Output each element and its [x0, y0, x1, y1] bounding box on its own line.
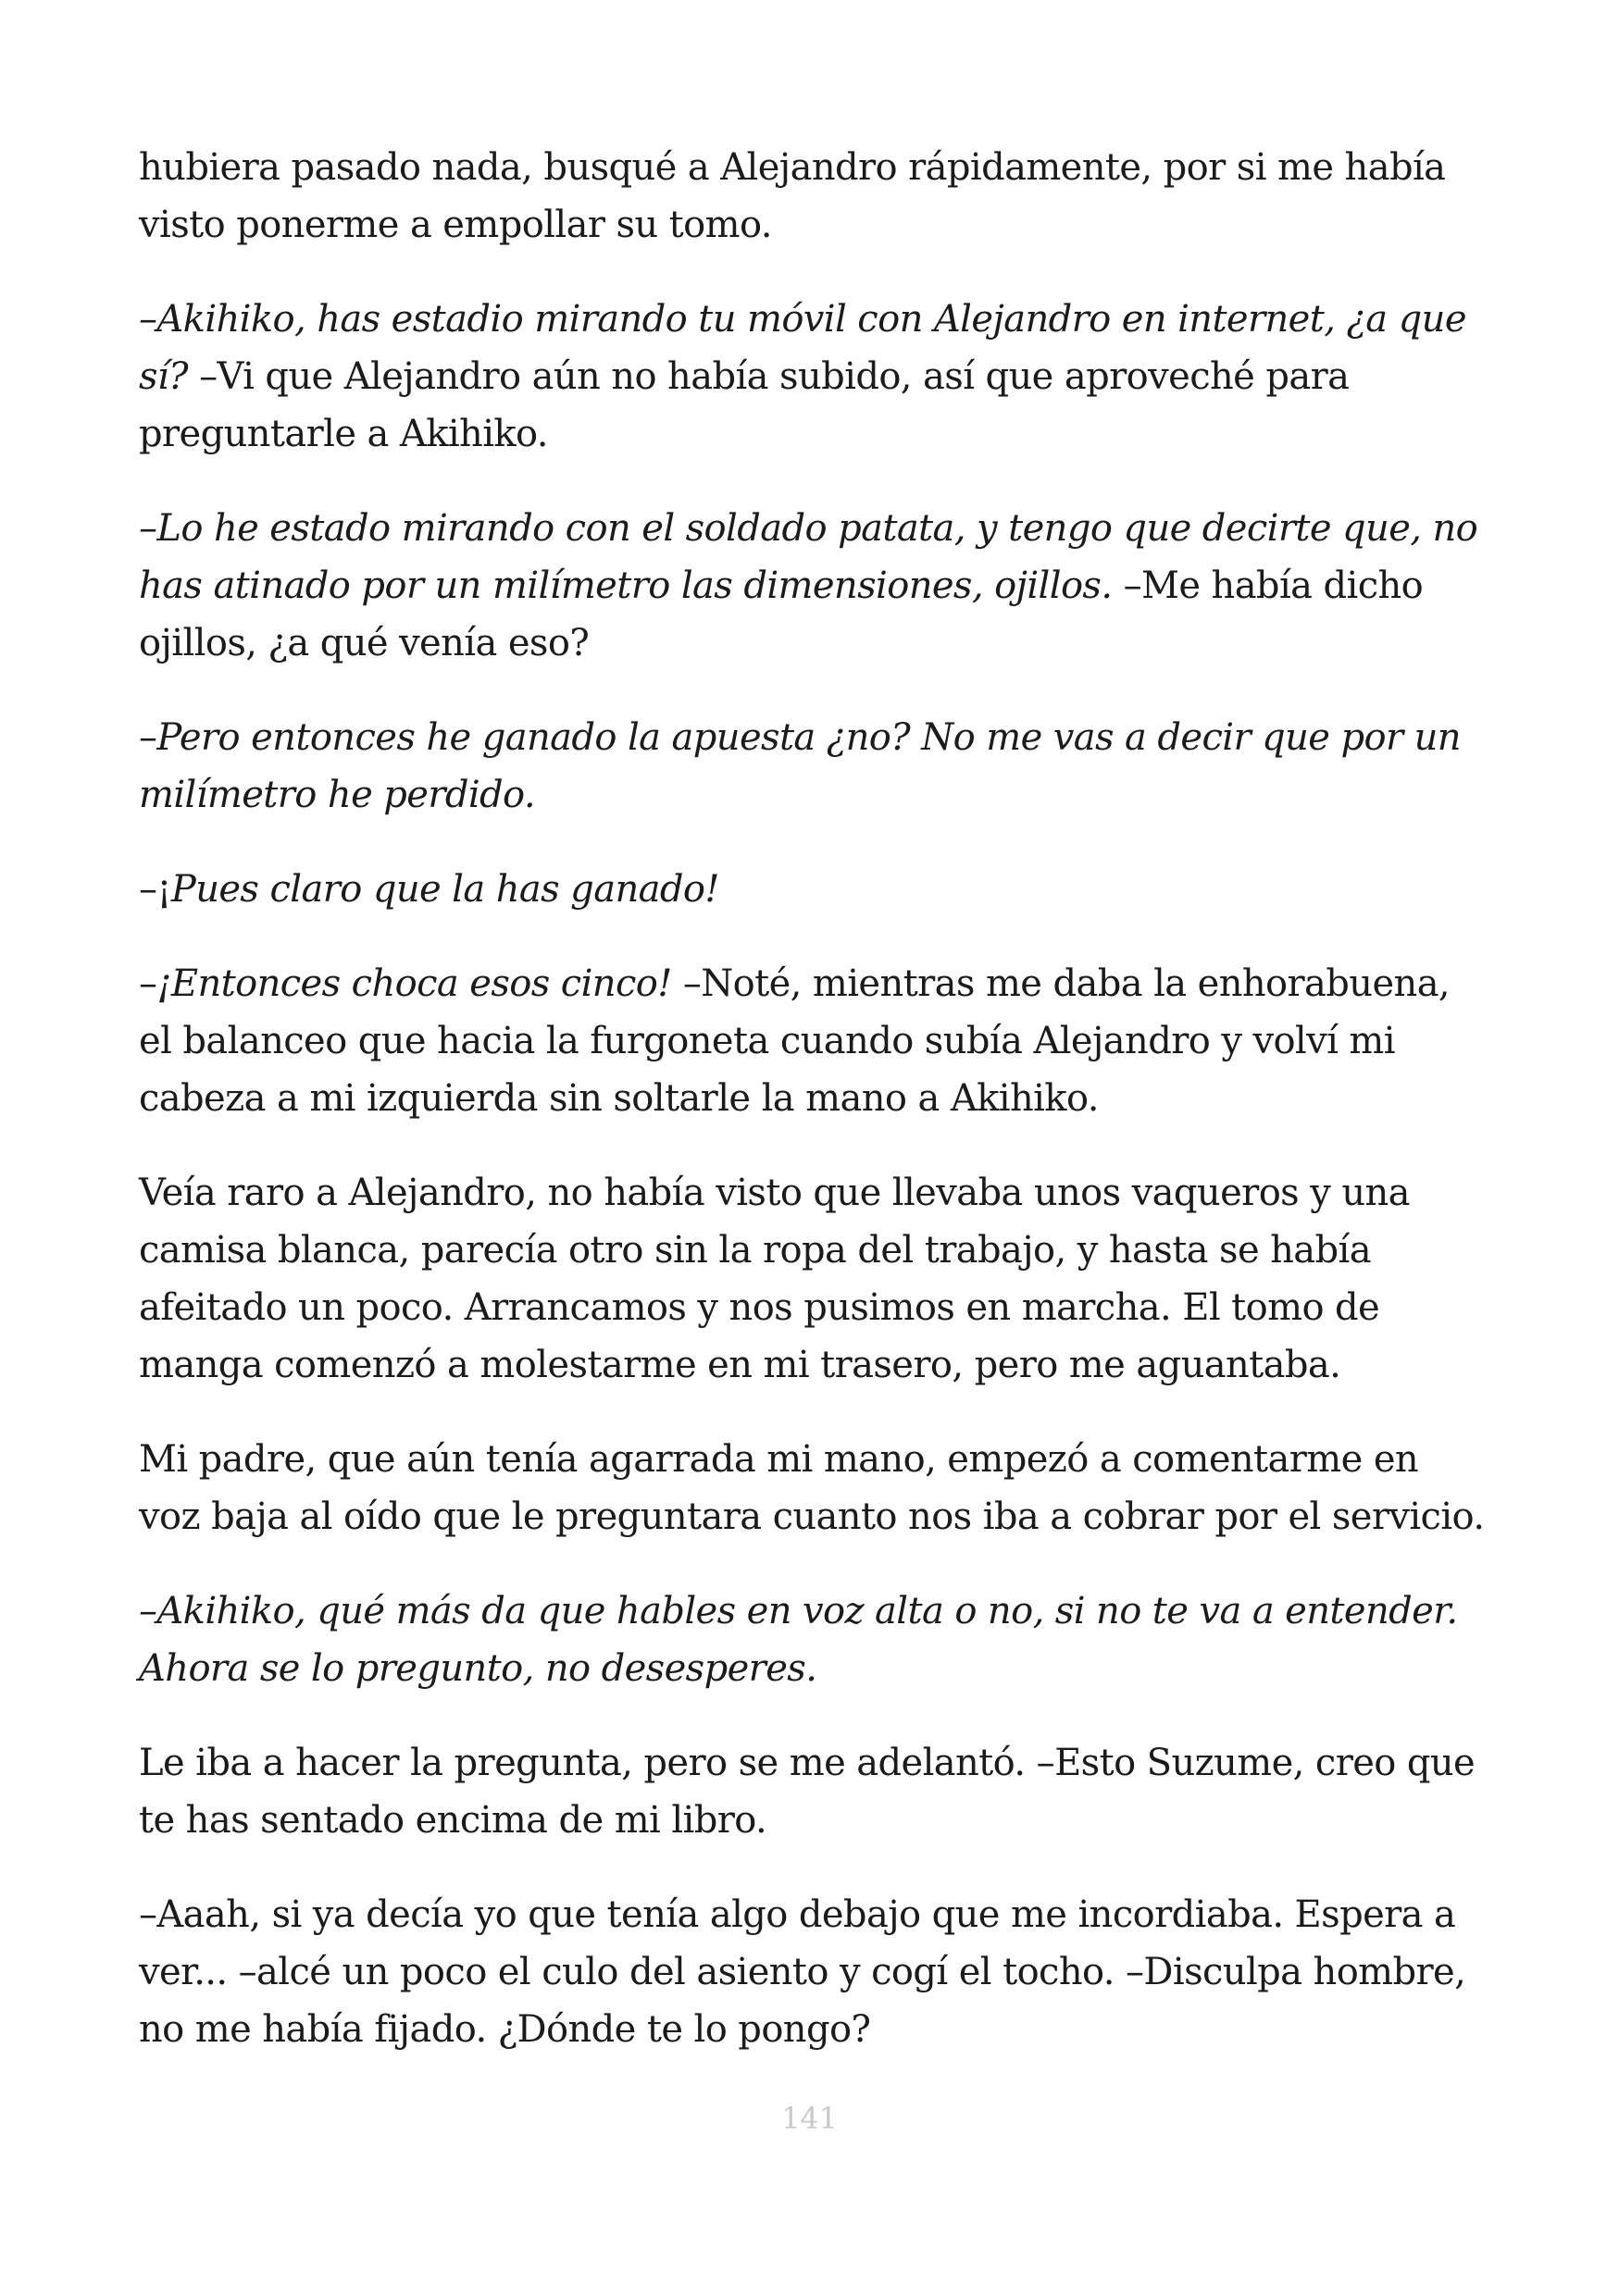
dialogue-italic: Pues claro que la has ganado! [170, 868, 719, 911]
paragraph-text: –Noté, mientras me daba la enhorabuena, el balanceo que hacia la furgoneta cuando subía Alejandro y volví mi cabeza a mi izquierda sin soltarle la mano a Akihiko. [139, 962, 1451, 1120]
paragraph-text: –Aaah, si ya decía yo que tenía algo debajo que me incordiaba. Espera a ver... –alcé un poco el culo del asiento y cogí el tocho. –Disculpa hombre, no me había fijado. ¿Dónde te lo pongo? [139, 1893, 1466, 2051]
paragraph-text: hubiera pasado nada, busqué a Alejandro rápidamente, por si me había visto ponerme a empollar su tomo. [139, 146, 1446, 246]
paragraph [139, 861, 1490, 918]
paragraph [139, 291, 1490, 463]
paragraph-text: –Vi que Alejandro aún no había subido, así que aproveché para preguntarle a Akihiko. [139, 355, 1350, 455]
paragraph [139, 1431, 1490, 1545]
page-number: 141 [780, 2101, 839, 2136]
dialogue-italic: –Pero entonces he ganado la apuesta ¿no? No me vas a decir que por un milímetro he perdido. [139, 716, 1461, 816]
paragraph [139, 1582, 1490, 1697]
book-page [139, 139, 1490, 2128]
paragraph [139, 955, 1490, 1127]
paragraph [139, 1164, 1490, 1394]
paragraph [139, 1734, 1490, 1849]
paragraph-text: – [139, 962, 157, 1005]
paragraph [139, 709, 1490, 824]
dialogue-italic: –Lo he estado mirando con el soldado patata, y tengo que decirte que, no has atinado por un milímetro las dimensiones, ojillos. [139, 507, 1478, 607]
dialogue-italic: –Akihiko, has estadio mirando tu móvil con Alejandro en internet, ¿a que sí? [139, 298, 1466, 398]
dialogue-italic: –Akihiko, qué más da que hables en voz alta o no, si no te va a entender. Ahora se lo pregunto, no desesperes. [139, 1590, 1458, 1690]
paragraph-text: Mi padre, que aún tenía agarrada mi mano, empezó a comentarme en voz baja al oído que le preguntara cuanto nos iba a cobrar por el servicio. [139, 1438, 1485, 1538]
paragraph [139, 139, 1490, 254]
paragraph [139, 1886, 1490, 2058]
dialogue-italic: ¡Entonces choca esos cinco! [156, 962, 672, 1005]
paragraph [139, 500, 1490, 672]
paragraph-text: Le iba a hacer la pregunta, pero se me adelantó. –Esto Suzume, creo que te has sentado encima de mi libro. [139, 1742, 1476, 1842]
paragraph-text: Veía raro a Alejandro, no había visto que llevaba unos vaqueros y una camisa blanca, parecía otro sin la ropa del trabajo, y hasta se había afeitado un poco. Arrancamos y nos pusimos en marcha. El tomo de manga comenzó a molestarme en mi trasero, pero me aguantaba. [139, 1172, 1410, 1386]
paragraph-text: –¡ [139, 868, 171, 911]
paragraph-text: –Me había dicho ojillos, ¿a qué venía eso? [139, 565, 1424, 664]
